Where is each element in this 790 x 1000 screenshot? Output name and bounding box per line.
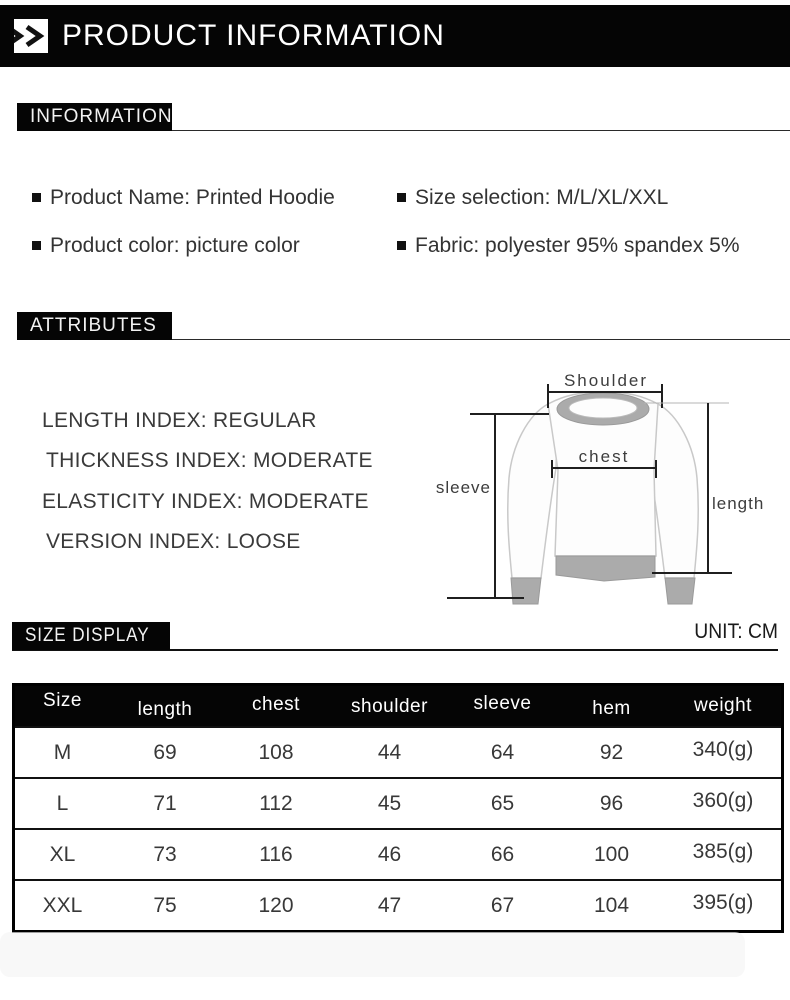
table-cell: 96 bbox=[599, 791, 624, 815]
table-header-cell-chest: chest bbox=[252, 694, 300, 715]
table-cell: 360(g) bbox=[692, 788, 754, 812]
table-cell: 395(g) bbox=[692, 890, 754, 914]
table-cell: 67 bbox=[490, 893, 515, 917]
table-header-row bbox=[15, 686, 781, 726]
table-cell: 73 bbox=[153, 842, 177, 866]
size-display-label-text: SIZE DISPLAY bbox=[25, 625, 150, 646]
info-item-product-color bbox=[32, 234, 300, 258]
table-cell: 45 bbox=[377, 791, 402, 815]
info-item-text: Product Name: Printed Hoodie bbox=[50, 186, 335, 209]
length-label: length bbox=[712, 494, 765, 513]
attributes-section-label: ATTRIBUTES bbox=[17, 312, 172, 340]
cuff-left-shape bbox=[511, 578, 541, 604]
table-header-cell-hem: hem bbox=[592, 698, 631, 719]
cuff-right-shape bbox=[665, 578, 695, 604]
info-item-product-name bbox=[32, 186, 335, 210]
attribute-version-index: VERSION INDEX: LOOSE bbox=[46, 530, 301, 553]
table-cell: 92 bbox=[599, 740, 624, 764]
info-item-text: Product color: picture color bbox=[50, 234, 300, 257]
collar-inner-shape bbox=[569, 398, 637, 418]
table-cell: 112 bbox=[259, 791, 293, 815]
square-bullet-icon bbox=[397, 241, 406, 250]
info-item-size-selection bbox=[397, 186, 668, 210]
attribute-thickness-index: THICKNESS INDEX: MODERATE bbox=[46, 449, 373, 472]
table-cell: 75 bbox=[153, 893, 177, 917]
table-cell: 47 bbox=[377, 893, 402, 917]
table-header-cell-weight: weight bbox=[694, 695, 752, 716]
table-cell: 340(g) bbox=[692, 737, 754, 761]
size-table bbox=[12, 683, 784, 933]
table-cell: XL bbox=[49, 842, 76, 866]
shoulder-label: Shoulder bbox=[563, 371, 649, 390]
sleeve-label: sleeve bbox=[435, 478, 491, 497]
info-item-text: Size selection: M/L/XL/XXL bbox=[415, 186, 669, 209]
background-artifact-strip bbox=[0, 932, 745, 977]
table-cell: 66 bbox=[490, 842, 515, 866]
table-cell: 64 bbox=[490, 740, 515, 764]
table-cell: 100 bbox=[593, 842, 630, 866]
size-display-section-label bbox=[12, 622, 170, 650]
table-cell: 71 bbox=[153, 791, 177, 815]
table-cell: 385(g) bbox=[692, 839, 754, 863]
page-title: PRODUCT INFORMATION bbox=[62, 19, 445, 52]
attribute-elasticity-index: ELASTICITY INDEX: MODERATE bbox=[42, 490, 369, 513]
information-section-label: INFORMATION bbox=[17, 103, 172, 131]
table-cell: 116 bbox=[259, 842, 293, 866]
square-bullet-icon bbox=[32, 193, 41, 202]
table-header-cell-length: length bbox=[137, 699, 193, 720]
attribute-length-index: LENGTH INDEX: REGULAR bbox=[42, 409, 317, 432]
table-cell: 46 bbox=[377, 842, 402, 866]
table-row-l bbox=[15, 777, 781, 828]
info-item-text: Fabric: polyester 95% spandex 5% bbox=[415, 234, 740, 257]
table-cell: 108 bbox=[258, 740, 294, 764]
table-row-m bbox=[15, 726, 781, 777]
hem-band-shape bbox=[556, 556, 655, 581]
table-cell: 65 bbox=[490, 791, 515, 815]
sweatshirt-measurement-diagram bbox=[430, 360, 790, 615]
chest-label: chest bbox=[578, 447, 630, 466]
table-row-xxl bbox=[15, 879, 781, 930]
table-cell: 69 bbox=[153, 740, 177, 764]
table-cell: M bbox=[53, 740, 72, 764]
double-chevron-right-icon bbox=[14, 19, 48, 53]
sleeve-left-shape bbox=[508, 404, 557, 578]
table-header-cell-size: Size bbox=[43, 690, 82, 711]
table-cell: 120 bbox=[258, 893, 294, 917]
table-cell: XXL bbox=[42, 893, 83, 917]
unit-label: UNIT: CM bbox=[694, 620, 778, 643]
table-cell: 104 bbox=[593, 893, 630, 917]
square-bullet-icon bbox=[32, 241, 41, 250]
table-header-cell-sleeve: sleeve bbox=[473, 693, 532, 714]
table-header-cell-shoulder: shoulder bbox=[351, 696, 428, 717]
page-title-bar bbox=[0, 5, 790, 67]
info-item-fabric bbox=[397, 234, 740, 258]
table-cell: 44 bbox=[377, 740, 402, 764]
square-bullet-icon bbox=[397, 193, 406, 202]
table-cell: L bbox=[56, 791, 69, 815]
table-row-xl bbox=[15, 828, 781, 879]
